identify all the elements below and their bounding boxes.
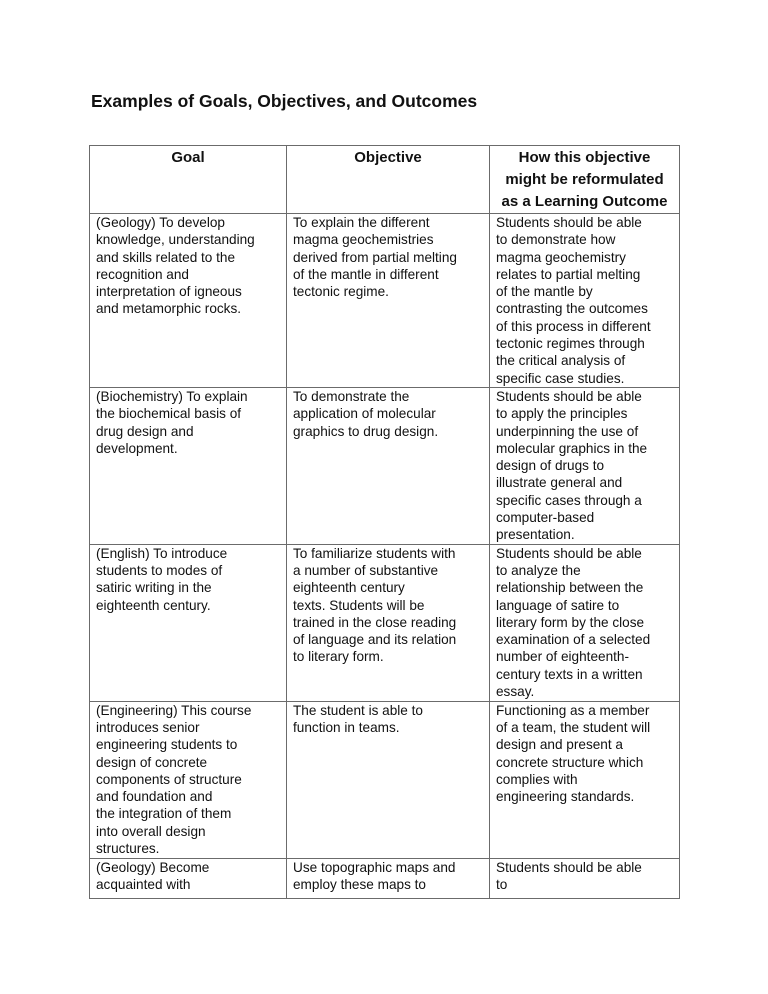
table-header-row: [90, 146, 680, 214]
outcome-cell: Students should be able to: [490, 858, 680, 898]
table-row: [90, 858, 680, 898]
goal-cell: (Geology) To develop knowledge, understanding and skills related to the recognition and interpretation of igneous and metamorphic rocks.: [90, 214, 287, 388]
header-learning-outcome: How this objective might be reformulated as a Learning Outcome: [490, 146, 680, 214]
table-row: [90, 701, 680, 858]
objective-cell: To familiarize students with a number of substantive eighteenth century texts. Students will be trained in the close reading of language and its relation to literary form.: [287, 544, 490, 701]
objective-cell: The student is able to function in teams.: [287, 701, 490, 858]
objective-cell: To explain the different magma geochemistries derived from partial melting of the mantle in different tectonic regime.: [287, 214, 490, 388]
outcome-cell: Students should be able to analyze the relationship between the language of satire to literary form by the close examination of a selected number of eighteenth- century texts in a written essay.: [490, 544, 680, 701]
outcome-cell: Functioning as a member of a team, the student will design and present a concrete structure which complies with engineering standards.: [490, 701, 680, 858]
table-row: [90, 544, 680, 701]
objective-cell: Use topographic maps and employ these maps to: [287, 858, 490, 898]
goal-cell: (Biochemistry) To explain the biochemical basis of drug design and development.: [90, 388, 287, 545]
header-objective: Objective: [287, 146, 490, 214]
table-row: [90, 214, 680, 388]
goals-objectives-outcomes-table: [89, 145, 680, 899]
objective-cell: To demonstrate the application of molecular graphics to drug design.: [287, 388, 490, 545]
goal-cell: (Geology) Become acquainted with: [90, 858, 287, 898]
goal-cell: (Engineering) This course introduces senior engineering students to design of concrete components of structure and foundation and the integration of them into overall design structures.: [90, 701, 287, 858]
table-row: [90, 388, 680, 545]
goal-cell: (English) To introduce students to modes of satiric writing in the eighteenth century.: [90, 544, 287, 701]
outcome-cell: Students should be able to apply the principles underpinning the use of molecular graphics in the design of drugs to illustrate general and specific cases through a computer-based presentation.: [490, 388, 680, 545]
document-title: Examples of Goals, Objectives, and Outcomes: [91, 91, 478, 111]
outcome-cell: Students should be able to demonstrate how magma geochemistry relates to partial melting of the mantle by contrasting the outcomes of this process in different tectonic regimes through the critical analysis of specific case studies.: [490, 214, 680, 388]
header-goal: Goal: [90, 146, 287, 214]
